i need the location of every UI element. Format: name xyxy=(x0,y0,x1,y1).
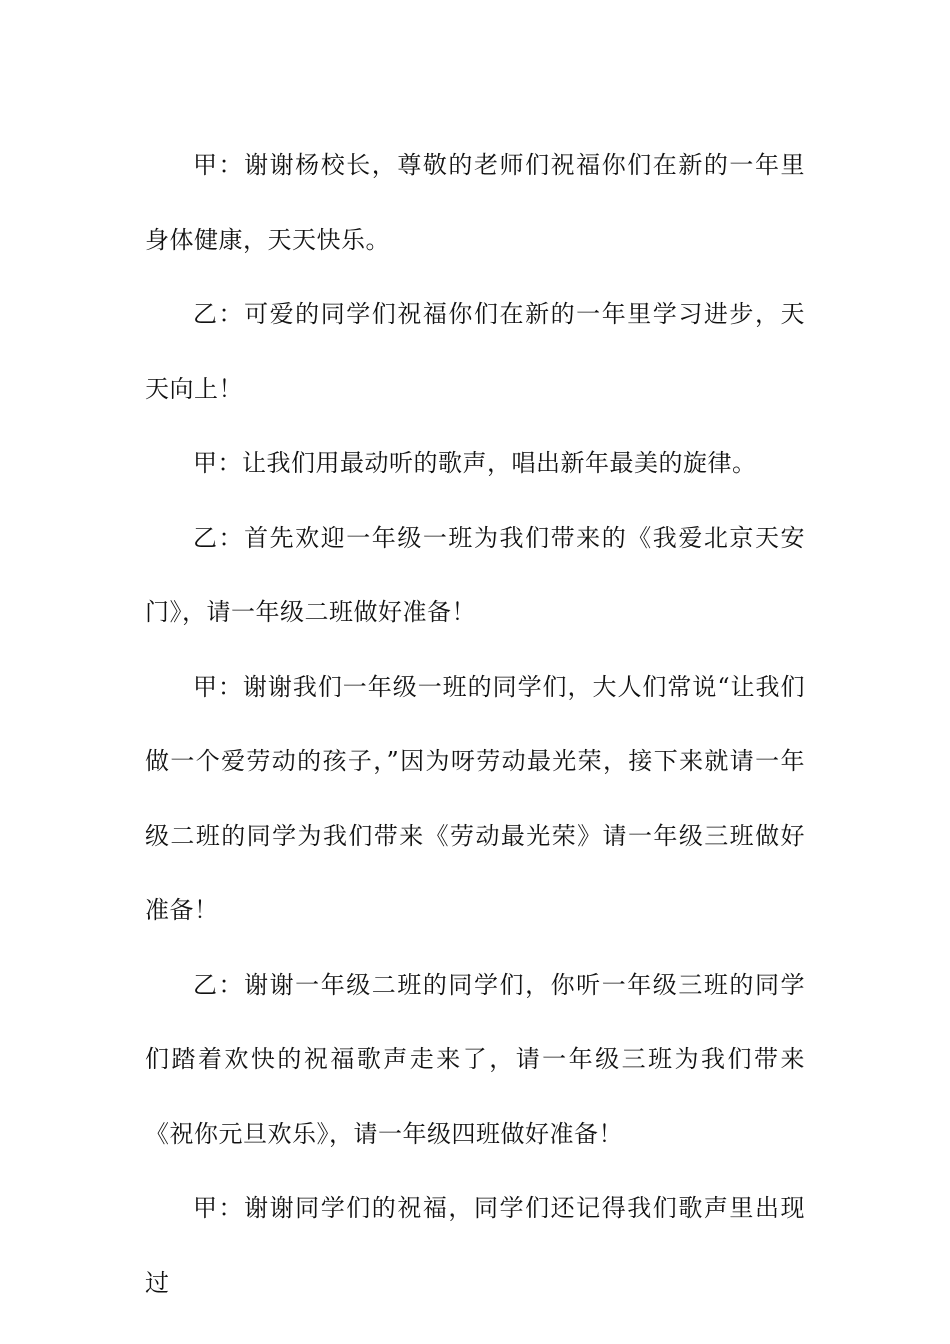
document-body xyxy=(145,128,805,1320)
paragraph: 乙：可爱的同学们祝福你们在新的一年里学习进步，天天向上！ xyxy=(145,300,805,403)
paragraph: 乙：首先欢迎一年级一班为我们带来的《我爱北京天安门》，请一年级二班做好准备！ xyxy=(145,523,805,626)
paragraph: 乙：谢谢一年级二班的同学们，你听一年级三班的同学们踏着欢快的祝福歌声走来了，请一年级三班为我们带来《祝你元旦欢乐》，请一年级四班做好准备！ xyxy=(145,970,805,1148)
paragraph: 甲：谢谢杨校长，尊敬的老师们祝福你们在新的一年里身体健康，天天快乐。 xyxy=(145,151,805,254)
paragraph: 甲：让我们用最动听的歌声，唱出新年最美的旋律。 xyxy=(193,449,757,477)
paragraph: 甲：谢谢同学们的祝福，同学们还记得我们歌声里出现过 xyxy=(145,1194,805,1297)
paragraph: 甲：谢谢我们一年级一班的同学们，大人们常说“让我们做一个爱劳动的孩子，”因为呀劳动最光荣，接下来就请一年级二班的同学为我们带来《劳动最光荣》请一年级三班做好准备！ xyxy=(145,672,805,924)
